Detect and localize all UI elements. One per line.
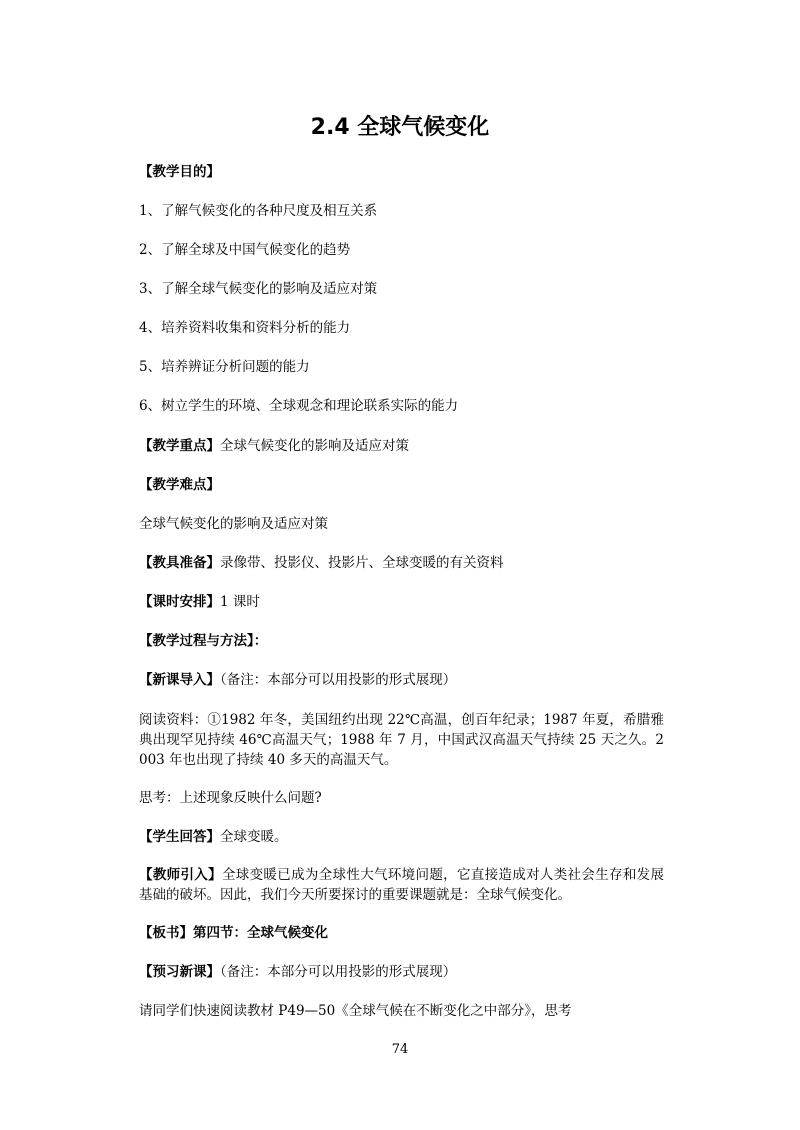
intro-label: 【新课导入】 [139, 672, 220, 688]
reading-instruction: 请同学们快速阅读教材 P49—50《全球气候在不断变化之中部分》，思考 [139, 1003, 572, 1019]
schedule-label: 【课时安排】 [139, 594, 220, 610]
key-points-label: 【教学重点】 [139, 438, 220, 454]
student-answer [139, 827, 664, 847]
intro-note: （备注：本部分可以用投影的形式展现） [220, 672, 457, 688]
schedule [139, 592, 664, 612]
board-label: 【板书】 [139, 925, 193, 941]
preview-note: （备注：本部分可以用投影的形式展现） [220, 964, 457, 980]
objective-item: 5、培养辨证分析问题的能力 [139, 359, 310, 375]
objectives-heading: 【教学目的】 [139, 164, 220, 180]
difficulties-text: 全球气候变化的影响及适应对策 [139, 516, 328, 532]
question: 思考：上述现象反映什么问题? [139, 790, 322, 806]
difficulties-label: 【教学难点】 [139, 477, 220, 493]
materials-text: 录像带、投影仪、投影片、全球变暖的有关资料 [220, 555, 504, 571]
objective-item: 1、了解气候变化的各种尺度及相互关系 [139, 203, 378, 219]
student-answer-text: 全球变暖。 [220, 829, 288, 845]
teacher-intro-label: 【教师引入】 [139, 867, 222, 883]
preview-label: 【预习新课】 [139, 964, 220, 980]
student-answer-label: 【学生回答】 [139, 829, 220, 845]
key-points-text: 全球气候变化的影响及适应对策 [220, 438, 409, 454]
schedule-text: 1 课时 [220, 594, 260, 610]
teacher-intro-text: 全球变暖已成为全球性大气环境问题，它直接造成对人类社会生存和发展基础的破坏。因此，我们今天所要探讨的重要课题就是：全球气候变化。 [139, 867, 665, 903]
objective-item: 3、了解全球气候变化的影响及适应对策 [139, 281, 378, 297]
page-title: 2.4 全球气候变化 [310, 115, 490, 140]
teacher-intro [139, 865, 664, 905]
objective-item: 2、了解全球及中国气候变化的趋势 [139, 242, 351, 258]
preview [139, 962, 664, 982]
reading-material: 阅读资料：①1982 年冬，美国纽约出现 22℃高温，创百年纪录；1987 年夏，希腊雅典出现罕见持续 46℃高温天气；1988 年 7 月，中国武汉高温天气持续 25 天之久。2003 年也出现了持续 40 多天的高温天气。 [139, 712, 664, 768]
board [139, 923, 664, 943]
objective-item: 4、培养资料收集和资料分析的能力 [139, 320, 351, 336]
board-text: 第四节：全球气候变化 [193, 925, 328, 941]
materials-label: 【教具准备】 [139, 555, 220, 571]
key-points [139, 436, 664, 456]
intro [139, 670, 664, 690]
page-number: 74 [391, 1042, 409, 1057]
materials [139, 553, 664, 573]
process-heading: 【教学过程与方法】： [139, 633, 268, 649]
objective-item: 6、树立学生的环境、全球观念和理论联系实际的能力 [139, 398, 459, 414]
